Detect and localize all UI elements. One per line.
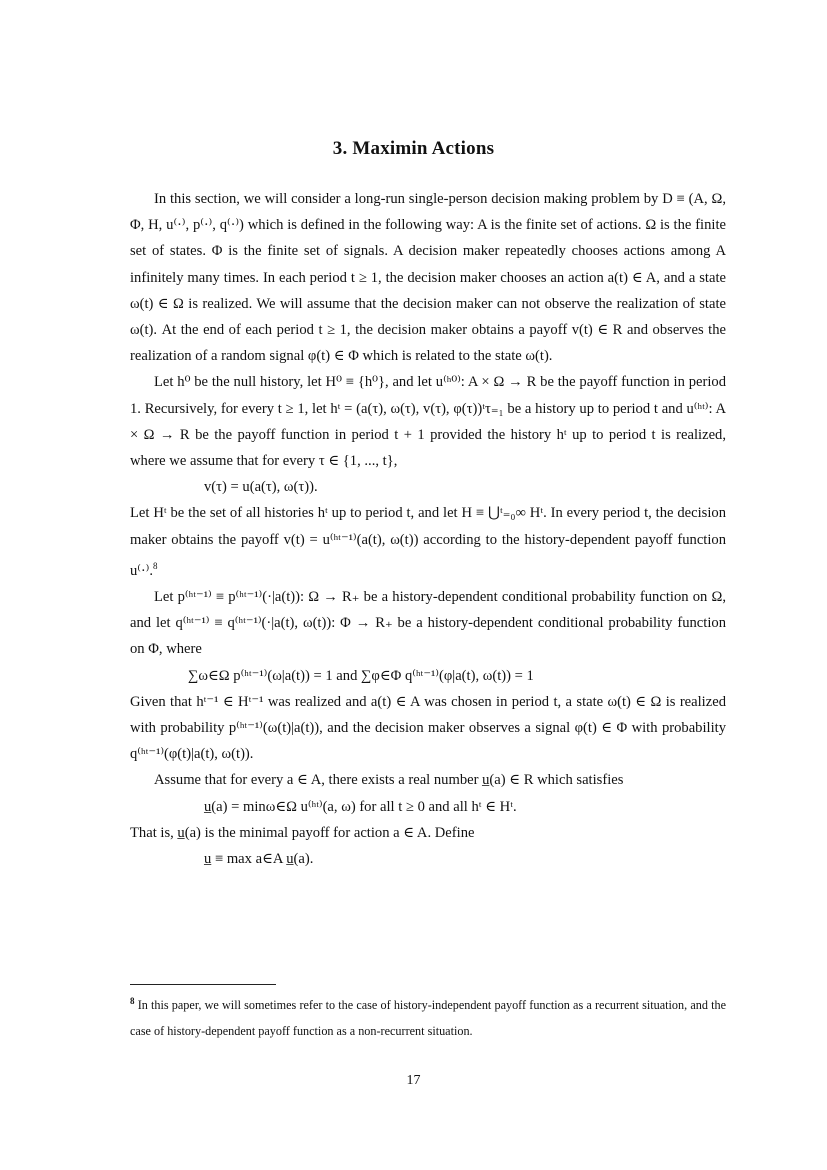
paragraph-3 bbox=[130, 500, 726, 584]
paragraph-4: Let p⁽ʰᵗ⁻¹⁾ ≡ p⁽ʰᵗ⁻¹⁾(·|a(t)): Ω → R₊ be a history-dependent conditional probability function on Ω, and let q⁽ʰᵗ⁻¹⁾ ≡ q⁽ʰᵗ⁻¹⁾(·|a(t), ω(t)): Φ → R₊ be a history-dependent conditional probability function on Φ, where bbox=[130, 589, 726, 658]
equation-3: u̲(a) = minω∈Ω u⁽ʰᵗ⁾(a, ω) for all t ≥ 0 and all hᵗ ∈ Hᵗ. bbox=[204, 798, 517, 815]
footnote-ref: 8 bbox=[152, 560, 158, 571]
section-heading: 3. Maximin Actions bbox=[332, 138, 495, 159]
equation-2: ∑ω∈Ω p⁽ʰᵗ⁻¹⁾(ω|a(t)) = 1 and ∑φ∈Φ q⁽ʰᵗ⁻¹⁾(φ|a(t), ω(t)) = 1 bbox=[188, 667, 534, 684]
equation-4: u̲ ≡ max a∈A u̲(a). bbox=[204, 851, 314, 868]
paragraph-6: Assume that for every a ∈ A, there exists a real number u̲(a) ∈ R which satisfies bbox=[154, 772, 624, 789]
paragraph-2: Let h⁰ be the null history, let H⁰ ≡ {h⁰}, and let u⁽ʰ⁰⁾: A × Ω → R be the payoff function in period 1. Recursively, for every t ≥ 1, let hᵗ = (a(τ), ω(τ), v(τ), φ(τ))ᵗτ₌₁ be a history up to period t and u⁽ʰᵗ⁾: A × Ω → R be the payoff function in period t + 1 provided the history hᵗ up to period t is realized, where we assume that for every τ ∈ {1, ..., t}, bbox=[130, 374, 726, 470]
paragraph-3-text: Let Hᵗ be the set of all histories hᵗ up to period t, and let H ≡ ⋃ᵗ₌₀∞ Hᵗ. In every period t, the decision maker obtains the payoff v(t) = u⁽ʰᵗ⁻¹⁾(a(t), ω(t)) according to the history-dependent payoff function u⁽·⁾. bbox=[130, 505, 726, 579]
body-text bbox=[130, 186, 726, 872]
page-number: 17 bbox=[406, 1073, 421, 1088]
footnote-text: In this paper, we will sometimes refer to the case of history-independent payoff function as a recurrent situation, and the case of history-dependent payoff function as a non-recurrent situation. bbox=[130, 998, 727, 1038]
paragraph-1: In this section, we will consider a long-run single-person decision making problem by D ≡ (A, Ω, Φ, H, u⁽·⁾, p⁽·⁾, q⁽·⁾) which is defined in the following way: A is the finite set of actions. Ω is the finite set of states. Φ is the finite set of signals. A decision maker repeatedly chooses actions among A infinitely many times. In each period t ≥ 1, the decision maker chooses an action a(t) ∈ A, and a state ω(t) ∈ Ω is realized. We will assume that the decision maker can not observe the realization of state ω(t). At the end of each period t ≥ 1, the decision maker obtains a payoff v(t) ∈ R and observes the realization of a random signal φ(t) ∈ Φ which is related to the state ω(t). bbox=[130, 191, 726, 365]
paragraph-7: That is, u̲(a) is the minimal payoff for action a ∈ A. Define bbox=[130, 824, 475, 841]
equation-1: v(τ) = u(a(τ), ω(τ)). bbox=[204, 479, 318, 496]
footnote-mark: 8 bbox=[130, 996, 135, 1006]
footnote bbox=[130, 988, 726, 1044]
footnote-rule bbox=[130, 984, 276, 985]
paragraph-5: Given that hᵗ⁻¹ ∈ Hᵗ⁻¹ was realized and a(t) ∈ A was chosen in period t, a state ω(t) ∈ Ω is realized with probability p⁽ʰᵗ⁻¹⁾(ω(t)|a(t)), and the decision maker observes a signal φ(t) ∈ Φ with probability q⁽ʰᵗ⁻¹⁾(φ(t)|a(t), ω(t)). bbox=[130, 693, 726, 763]
